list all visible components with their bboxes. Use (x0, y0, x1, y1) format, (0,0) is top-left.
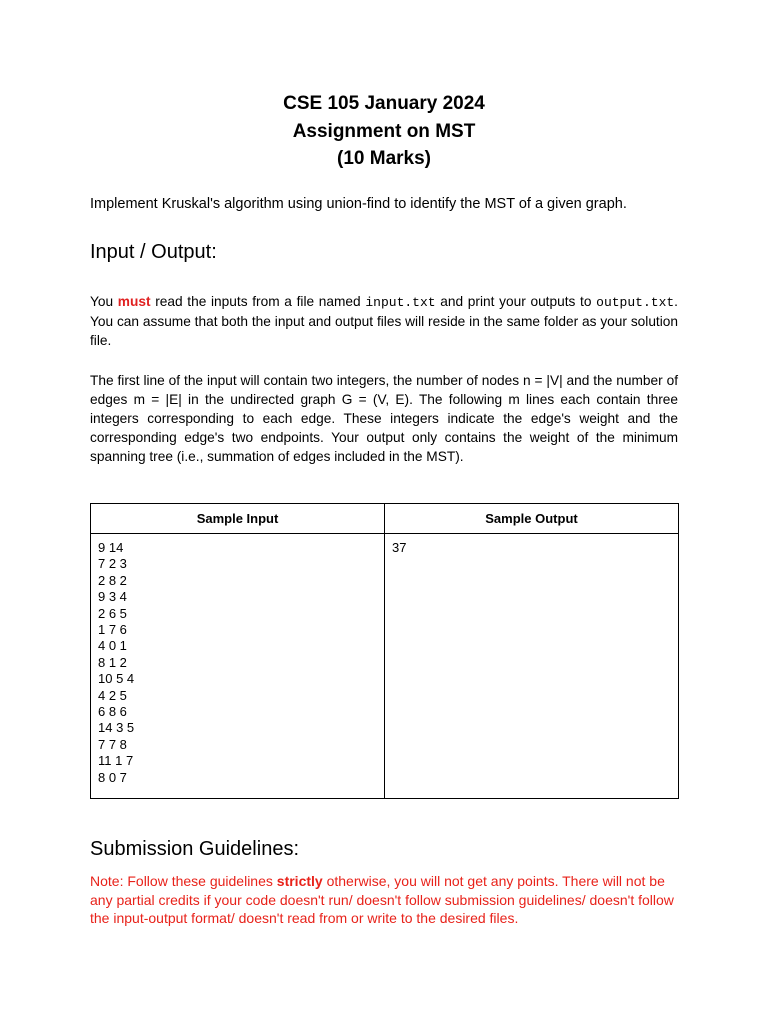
input-line: 10 5 4 (98, 671, 135, 687)
input-line: 9 14 (98, 540, 124, 555)
file-io-paragraph (90, 292, 678, 350)
input-line: 2 6 5 (98, 605, 127, 621)
output-filename: output.txt (596, 295, 675, 310)
sample-input-header: Sample Input (91, 504, 385, 534)
input-filename: input.txt (365, 295, 436, 310)
para-text: and print your outputs to (435, 294, 597, 309)
sample-io-table (90, 503, 679, 799)
output-line: 37 (392, 540, 407, 555)
table-header-row (91, 504, 679, 534)
sample-output-header: Sample Output (385, 504, 679, 534)
sample-input-cell (91, 534, 385, 799)
must-emphasis: must (117, 294, 151, 309)
input-format-paragraph: The first line of the input will contain two integers, the number of nodes n = |V| and the number of edges m = |E| in the undirected graph G = (V, E). The following m lines each contain three integers corresponding to each edge. These integers indicate the edge's weight and the corresponding edge's two endpoints. Your output only contains the weight of the minimum spanning tree (i.e., summation of edges included in the MST). (90, 373, 678, 464)
input-line: 8 0 7 (98, 769, 127, 785)
course-title: CSE 105 January 2024 (283, 93, 485, 114)
input-line: 4 2 5 (98, 687, 127, 703)
input-line: 7 7 8 (98, 736, 127, 752)
sample-output-cell (385, 534, 679, 799)
input-line: 1 7 6 (98, 622, 127, 638)
document-title (0, 90, 768, 173)
para-text: You (90, 294, 118, 309)
note-text: Note: Follow these guidelines (90, 873, 277, 889)
input-line: 8 1 2 (98, 654, 127, 670)
input-line: 6 8 6 (98, 704, 127, 720)
input-line: 2 8 2 (98, 572, 127, 588)
assignment-title: Assignment on MST (292, 120, 476, 142)
input-line: 14 3 5 (98, 720, 135, 736)
input-output-heading: Input / Output: (90, 241, 217, 263)
input-line: 9 3 4 (98, 589, 127, 605)
para-text: . You can assume that both the input and output files will reside in the same folder as your solution file. (90, 294, 678, 348)
para-text: read the inputs from a file named (150, 294, 366, 309)
strictly-emphasis: strictly (276, 873, 323, 889)
input-line: 4 0 1 (98, 638, 127, 654)
input-line: 11 1 7 (98, 753, 134, 769)
submission-guidelines-heading: Submission Guidelines: (90, 838, 299, 860)
intro-text: Implement Kruskal's algorithm using union-find to identify the MST of a given graph. (90, 196, 627, 212)
note-text: otherwise, you will not get any points. There will not be any partial credits if your code doesn't run/ doesn't follow submission guidelines/ doesn't follow the input-output format/ doesn't read from or write to the desired files. (90, 873, 674, 927)
input-line: 7 2 3 (98, 556, 127, 572)
marks-label: (10 Marks) (337, 148, 431, 169)
submission-note (90, 872, 680, 928)
table-row (91, 534, 679, 799)
